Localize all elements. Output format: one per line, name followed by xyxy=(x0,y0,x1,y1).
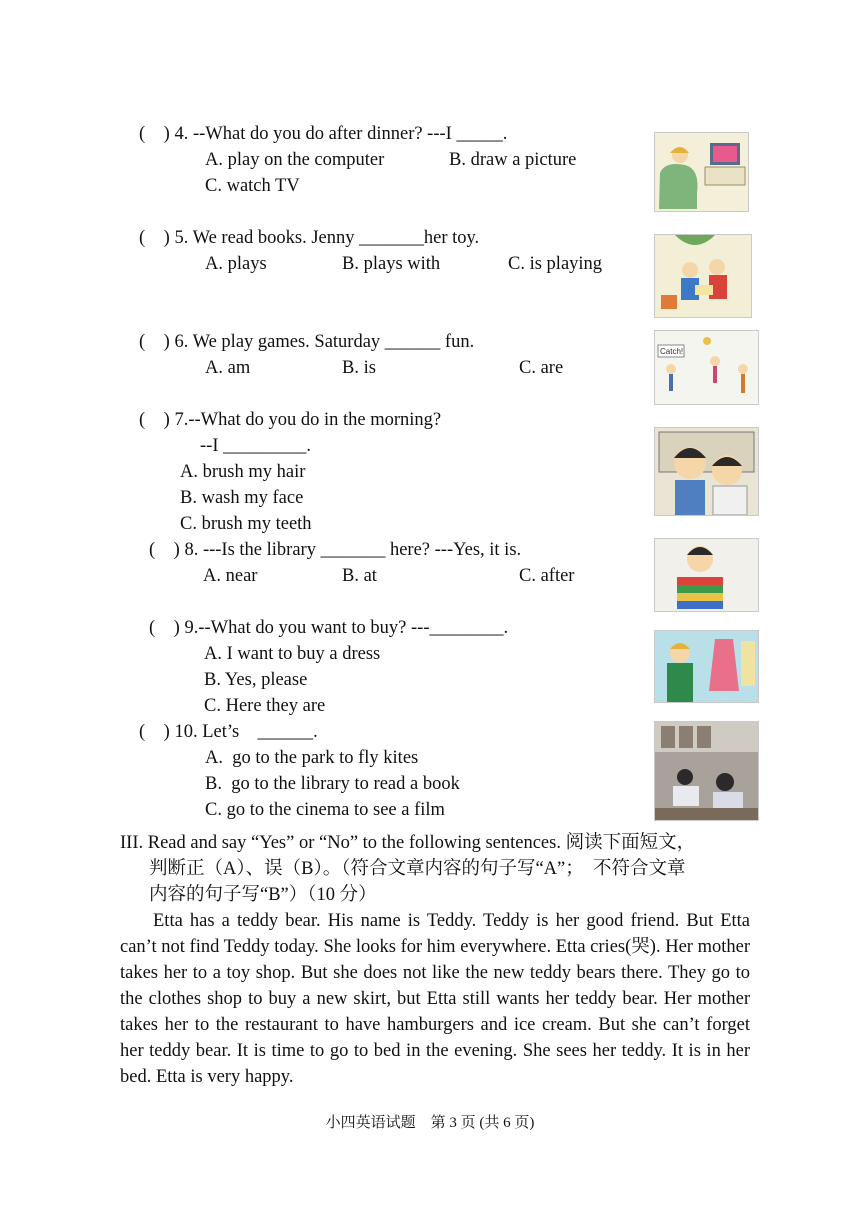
page-footer: 小四英语试题 第 3 页 (共 6 页) xyxy=(325,1115,535,1131)
section-3-heading-line-3: 内容的句子写“B”）（10 分） xyxy=(149,885,377,905)
question-8-stem: ( ) 8. ---Is the library _______ here? ---Yes, it is. xyxy=(149,540,522,560)
question-10-option-a: A. go to the park to fly kites xyxy=(205,748,419,768)
library-photo-drawing xyxy=(655,722,758,820)
watch-tv-drawing xyxy=(655,133,748,211)
question-5-option-a: A. plays xyxy=(205,254,267,274)
illustration-library-books xyxy=(654,538,759,612)
question-10-option-c: C. go to the cinema to see a film xyxy=(205,800,445,820)
question-4-stem: ( ) 4. --What do you do after dinner? ---I _____. xyxy=(139,124,508,144)
question-9-stem: ( ) 9.--What do you want to buy? ---________. xyxy=(149,618,509,638)
question-9-option-c: C. Here they are xyxy=(204,696,326,716)
question-6-option-b: B. is xyxy=(342,358,376,378)
illustration-watch-tv xyxy=(654,132,749,212)
question-4-option-a: A. play on the computer xyxy=(205,150,385,170)
section-3-heading-line-2: 判断正（A）、误（B）。（符合文章内容的句子写“A”； 不符合文章 xyxy=(149,859,686,879)
question-7-stem: ( ) 7.--What do you do in the morning? xyxy=(139,410,442,430)
question-7-answer-line: --I _________. xyxy=(200,436,311,456)
question-6-option-a: A. am xyxy=(205,358,251,378)
question-10-option-b: B. go to the library to read a book xyxy=(205,774,460,794)
question-7-option-a: A. brush my hair xyxy=(180,462,306,482)
reading-drawing xyxy=(655,235,751,317)
question-4-option-b: B. draw a picture xyxy=(449,150,577,170)
question-9-option-b: B. Yes, please xyxy=(204,670,308,690)
catch-speech-bubble: Catch! xyxy=(660,347,684,356)
reading-passage-text: Etta has a teddy bear. His name is Teddy. Teddy is her good friend. But Etta can’t not find Teddy today. She looks for him everywhere. Etta cries(哭). Her mother takes her to a toy shop. But she does not like the new teddy bears there. They go to the clothes shop to buy a new skirt, but Etta still wants her teddy bear. Her mother takes her to the restaurant to have hamburgers and ice cream. But she can’t forget her teddy bear. It is time to go to bed in the evening. She sees her teddy. It is in her bed. Etta is very happy. xyxy=(120,911,750,1087)
illustration-reading-and-toys xyxy=(654,234,752,318)
illustration-catch-game xyxy=(654,330,759,405)
question-8-option-b: B. at xyxy=(342,566,377,586)
question-8-option-c: C. after xyxy=(519,566,575,586)
question-4-option-c: C. watch TV xyxy=(205,176,300,196)
question-7-option-b: B. wash my face xyxy=(180,488,304,508)
dress-shop-drawing xyxy=(655,631,758,702)
question-5-option-b: B. plays with xyxy=(342,254,441,274)
library-drawing xyxy=(655,539,758,611)
reading-passage xyxy=(120,908,750,1090)
illustration-library-photo xyxy=(654,721,759,821)
question-8-option-a: A. near xyxy=(203,566,258,586)
catch-drawing xyxy=(655,331,758,404)
question-7-option-c: C. brush my teeth xyxy=(180,514,312,534)
brush-teeth-drawing xyxy=(655,428,758,515)
question-6-option-c: C. are xyxy=(519,358,564,378)
question-5-stem: ( ) 5. We read books. Jenny _______her toy. xyxy=(139,228,480,248)
question-9-option-a: A. I want to buy a dress xyxy=(204,644,381,664)
illustration-buy-dress xyxy=(654,630,759,703)
question-6-stem: ( ) 6. We play games. Saturday ______ fun. xyxy=(139,332,475,352)
question-10-stem: ( ) 10. Let’s ______. xyxy=(139,722,318,742)
section-3-heading: III. Read and say “Yes” or “No” to the following sentences. 阅读下面短文， xyxy=(120,833,696,853)
illustration-brush-teeth xyxy=(654,427,759,516)
question-5-option-c: C. is playing xyxy=(508,254,603,274)
